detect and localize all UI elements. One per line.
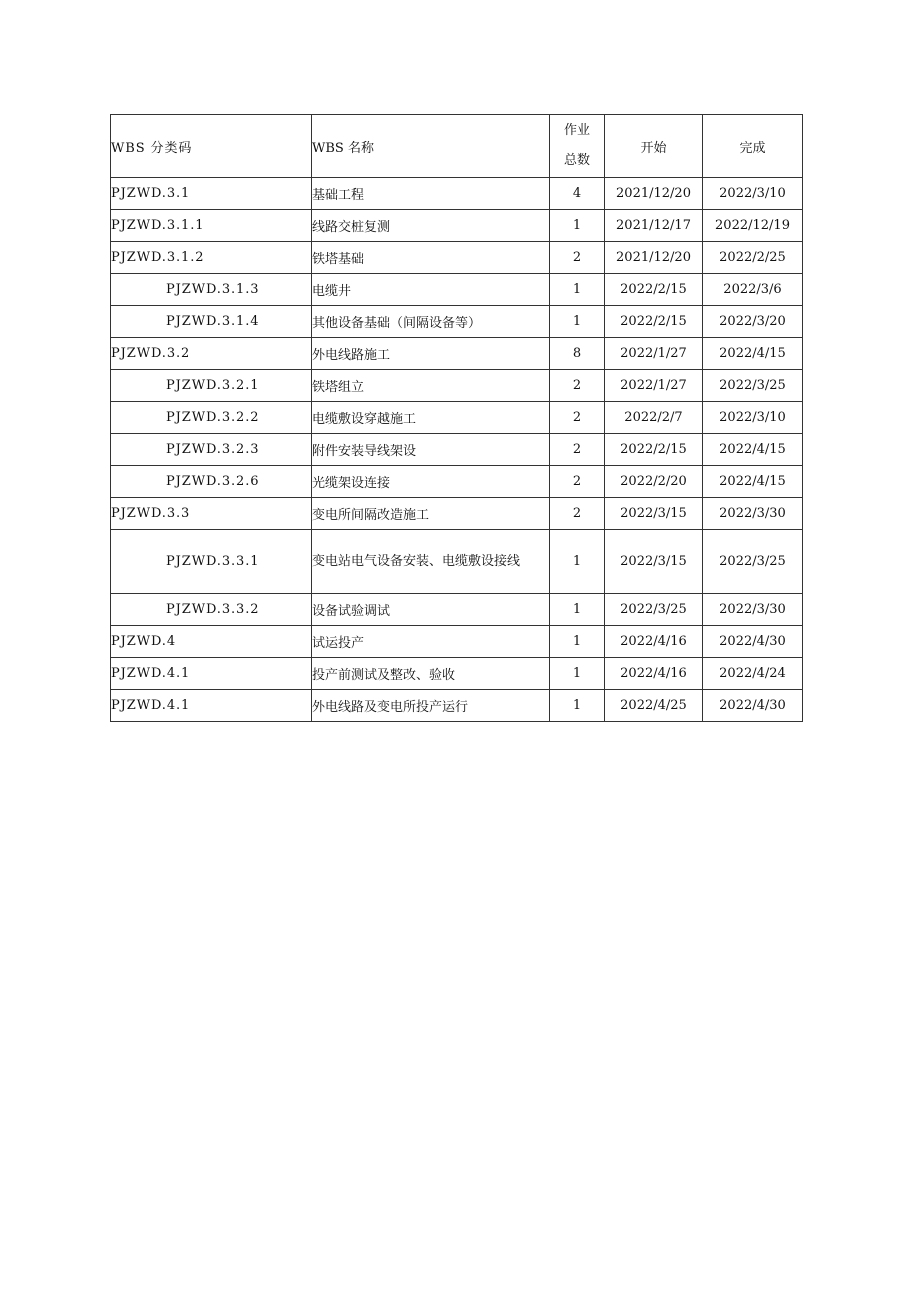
wbs-name-cell: 线路交桩复测 [312, 210, 550, 242]
activity-count-cell: 1 [550, 658, 605, 690]
wbs-code-cell: PJZWD.4.1 [111, 658, 312, 690]
wbs-code-cell: PJZWD.3.3.2 [111, 594, 312, 626]
table-row [111, 274, 803, 306]
table-row [111, 498, 803, 530]
start-date-cell: 2022/2/15 [605, 306, 703, 338]
start-date-cell: 2022/2/7 [605, 402, 703, 434]
activity-count-cell: 1 [550, 274, 605, 306]
wbs-code-cell: PJZWD.4.1 [111, 690, 312, 722]
activity-count-cell: 1 [550, 626, 605, 658]
wbs-code-cell: PJZWD.3.2.6 [111, 466, 312, 498]
activity-count-cell: 1 [550, 210, 605, 242]
table-row [111, 626, 803, 658]
finish-date-cell: 2022/12/19 [703, 210, 803, 242]
table-row [111, 594, 803, 626]
table-row [111, 402, 803, 434]
wbs-name-cell: 铁塔基础 [312, 242, 550, 274]
wbs-code-cell: PJZWD.3.3 [111, 498, 312, 530]
wbs-name-cell: 变电站电气设备安装、电缆敷设接线 [312, 530, 550, 594]
wbs-code-cell: PJZWD.3.1.3 [111, 274, 312, 306]
activity-count-cell: 1 [550, 530, 605, 594]
start-date-cell: 2022/2/15 [605, 274, 703, 306]
table-row [111, 530, 803, 594]
activity-count-cell: 2 [550, 498, 605, 530]
wbs-code-cell: PJZWD.3.2.2 [111, 402, 312, 434]
wbs-name-cell: 光缆架设连接 [312, 466, 550, 498]
activity-count-cell: 2 [550, 434, 605, 466]
table-row [111, 466, 803, 498]
finish-date-cell: 2022/3/20 [703, 306, 803, 338]
table-row [111, 178, 803, 210]
wbs-name-cell: 试运投产 [312, 626, 550, 658]
finish-date-cell: 2022/4/15 [703, 338, 803, 370]
start-date-cell: 2022/1/27 [605, 370, 703, 402]
activity-count-cell: 4 [550, 178, 605, 210]
finish-date-cell: 2022/4/30 [703, 626, 803, 658]
finish-date-cell: 2022/3/30 [703, 594, 803, 626]
finish-date-cell: 2022/2/25 [703, 242, 803, 274]
wbs-name-cell: 变电所间隔改造施工 [312, 498, 550, 530]
wbs-code-cell: PJZWD.4 [111, 626, 312, 658]
finish-date-cell: 2022/4/15 [703, 434, 803, 466]
table-header-row [111, 115, 803, 178]
start-date-cell: 2022/4/16 [605, 626, 703, 658]
table-row [111, 370, 803, 402]
header-activity-count: 作业 总数 [550, 115, 605, 178]
table-row [111, 338, 803, 370]
finish-date-cell: 2022/4/30 [703, 690, 803, 722]
header-finish: 完成 [703, 115, 803, 178]
finish-date-cell: 2022/3/10 [703, 402, 803, 434]
wbs-name-cell: 电缆井 [312, 274, 550, 306]
finish-date-cell: 2022/3/6 [703, 274, 803, 306]
table-row [111, 210, 803, 242]
activity-count-cell: 2 [550, 370, 605, 402]
start-date-cell: 2022/4/16 [605, 658, 703, 690]
wbs-code-cell: PJZWD.3.3.1 [111, 530, 312, 594]
wbs-schedule-table [110, 114, 803, 722]
wbs-code-cell: PJZWD.3.2 [111, 338, 312, 370]
start-date-cell: 2021/12/17 [605, 210, 703, 242]
wbs-name-cell: 投产前测试及整改、验收 [312, 658, 550, 690]
start-date-cell: 2021/12/20 [605, 242, 703, 274]
wbs-name-cell: 基础工程 [312, 178, 550, 210]
finish-date-cell: 2022/3/10 [703, 178, 803, 210]
wbs-name-cell: 外电线路及变电所投产运行 [312, 690, 550, 722]
wbs-name-cell: 电缆敷设穿越施工 [312, 402, 550, 434]
table-row [111, 690, 803, 722]
activity-count-cell: 2 [550, 242, 605, 274]
start-date-cell: 2022/2/20 [605, 466, 703, 498]
table-row [111, 434, 803, 466]
table-row [111, 306, 803, 338]
activity-count-cell: 2 [550, 466, 605, 498]
start-date-cell: 2022/2/15 [605, 434, 703, 466]
header-start: 开始 [605, 115, 703, 178]
start-date-cell: 2022/4/25 [605, 690, 703, 722]
activity-count-cell: 2 [550, 402, 605, 434]
wbs-name-cell: 附件安装导线架设 [312, 434, 550, 466]
wbs-code-cell: PJZWD.3.2.3 [111, 434, 312, 466]
finish-date-cell: 2022/3/30 [703, 498, 803, 530]
start-date-cell: 2022/3/25 [605, 594, 703, 626]
finish-date-cell: 2022/3/25 [703, 370, 803, 402]
wbs-code-cell: PJZWD.3.1.2 [111, 242, 312, 274]
activity-count-cell: 1 [550, 594, 605, 626]
activity-count-cell: 8 [550, 338, 605, 370]
start-date-cell: 2022/3/15 [605, 498, 703, 530]
finish-date-cell: 2022/4/15 [703, 466, 803, 498]
wbs-code-cell: PJZWD.3.1 [111, 178, 312, 210]
wbs-code-cell: PJZWD.3.1.4 [111, 306, 312, 338]
start-date-cell: 2022/1/27 [605, 338, 703, 370]
header-wbs-code: WBS 分类码 [111, 115, 312, 178]
finish-date-cell: 2022/3/25 [703, 530, 803, 594]
wbs-name-cell: 铁塔组立 [312, 370, 550, 402]
wbs-name-cell: 外电线路施工 [312, 338, 550, 370]
start-date-cell: 2022/3/15 [605, 530, 703, 594]
activity-count-cell: 1 [550, 690, 605, 722]
wbs-name-cell: 其他设备基础（间隔设备等） [312, 306, 550, 338]
table-row [111, 242, 803, 274]
wbs-code-cell: PJZWD.3.2.1 [111, 370, 312, 402]
finish-date-cell: 2022/4/24 [703, 658, 803, 690]
wbs-code-cell: PJZWD.3.1.1 [111, 210, 312, 242]
wbs-name-cell: 设备试验调试 [312, 594, 550, 626]
table-row [111, 658, 803, 690]
start-date-cell: 2021/12/20 [605, 178, 703, 210]
activity-count-cell: 1 [550, 306, 605, 338]
header-wbs-name: WBS 名称 [312, 115, 550, 178]
